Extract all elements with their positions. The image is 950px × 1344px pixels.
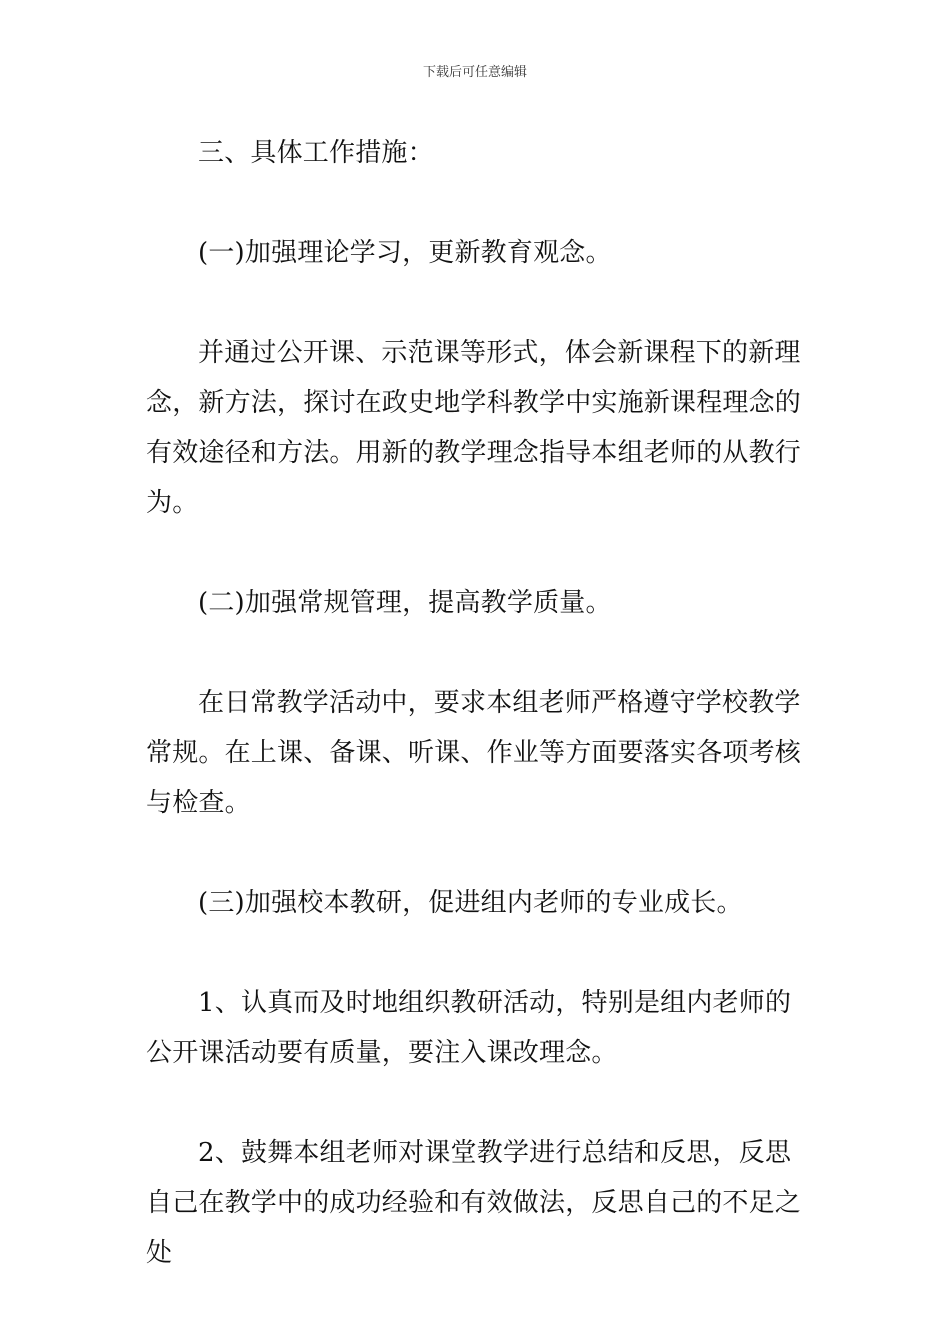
list-item-2: 2、鼓舞本组老师对课堂教学进行总结和反思，反思自己在教学中的成功经验和有效做法，反思自己的不足之处 [146, 1138, 802, 1268]
page-header: 下载后可任意编辑 [422, 65, 527, 80]
list-item-1: 1、认真而及时地组织教研活动，特别是组内老师的公开课活动要有质量，要注入课改理念。 [146, 988, 792, 1068]
subsection-heading-3: (三)加强校本教研，促进组内老师的专业成长。 [198, 888, 743, 918]
document-body [146, 128, 806, 1278]
paragraph-2: 在日常教学活动中，要求本组老师严格遵守学校教学常规。在上课、备课、听课、作业等方面要落实各项考核与检查。 [146, 688, 802, 818]
paragraph-1: 并通过公开课、示范课等形式，体会新课程下的新理念，新方法，探讨在政史地学科教学中实施新课程理念的有效途径和方法。用新的教学理念指导本组老师的从教行为。 [146, 338, 802, 518]
section-title: 三、具体工作措施： [198, 138, 434, 168]
subsection-heading-2: (二)加强常规管理，提高教学质量。 [198, 588, 612, 618]
subsection-heading-1: (一)加强理论学习，更新教育观念。 [198, 238, 612, 268]
